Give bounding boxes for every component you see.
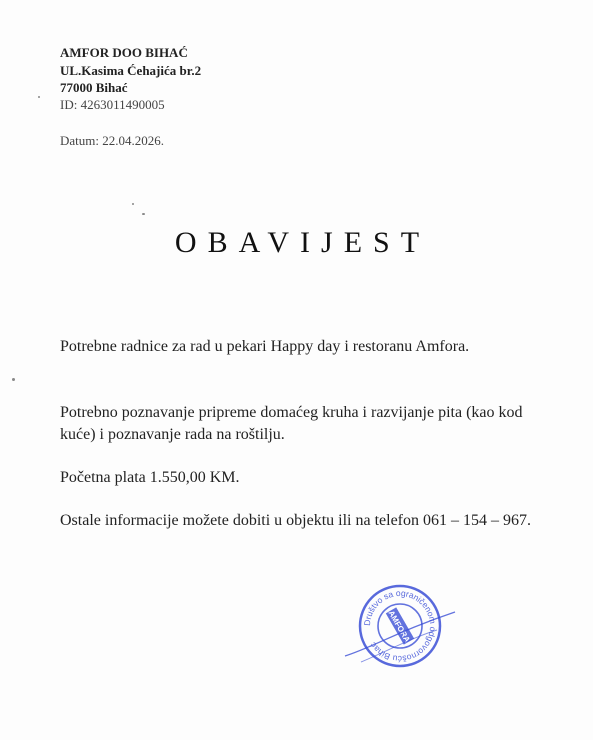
company-address: UL.Kasima Ćehajića br.2 xyxy=(60,63,202,78)
document-date: Datum: 22.04.2026. xyxy=(60,133,164,148)
company-stamp xyxy=(341,578,459,674)
stamp-ring-text: Društvo sa ograničenom odgovornošću Bihać xyxy=(361,587,439,665)
scan-speck xyxy=(38,96,40,98)
company-id: ID: 4263011490005 xyxy=(60,97,165,112)
scan-speck xyxy=(12,378,15,381)
company-name: AMFOR DOO BIHAĆ xyxy=(60,45,188,60)
paragraph-job-offer: Potrebne radnice za rad u pekari Happy day i restoranu Amfora. xyxy=(60,338,470,355)
scan-speck xyxy=(132,203,134,205)
company-city: 77000 Bihać xyxy=(60,80,128,95)
paragraph-salary: Početna plata 1.550,00 KM. xyxy=(60,469,240,486)
stamp-center-text: AMFORA xyxy=(386,609,412,644)
paragraph-contact: Ostale informacije možete dobiti u objektu ili na telefon 061 – 154 – 967. xyxy=(60,512,531,529)
document-title: OBAVIJEST xyxy=(174,226,431,259)
paragraph-requirements: Potrebno poznavanje pripreme domaćeg kruha i razvijanje pita (kao kod kuće) i poznavanje rada na roštilju. xyxy=(60,404,523,443)
scan-speck xyxy=(142,213,145,215)
